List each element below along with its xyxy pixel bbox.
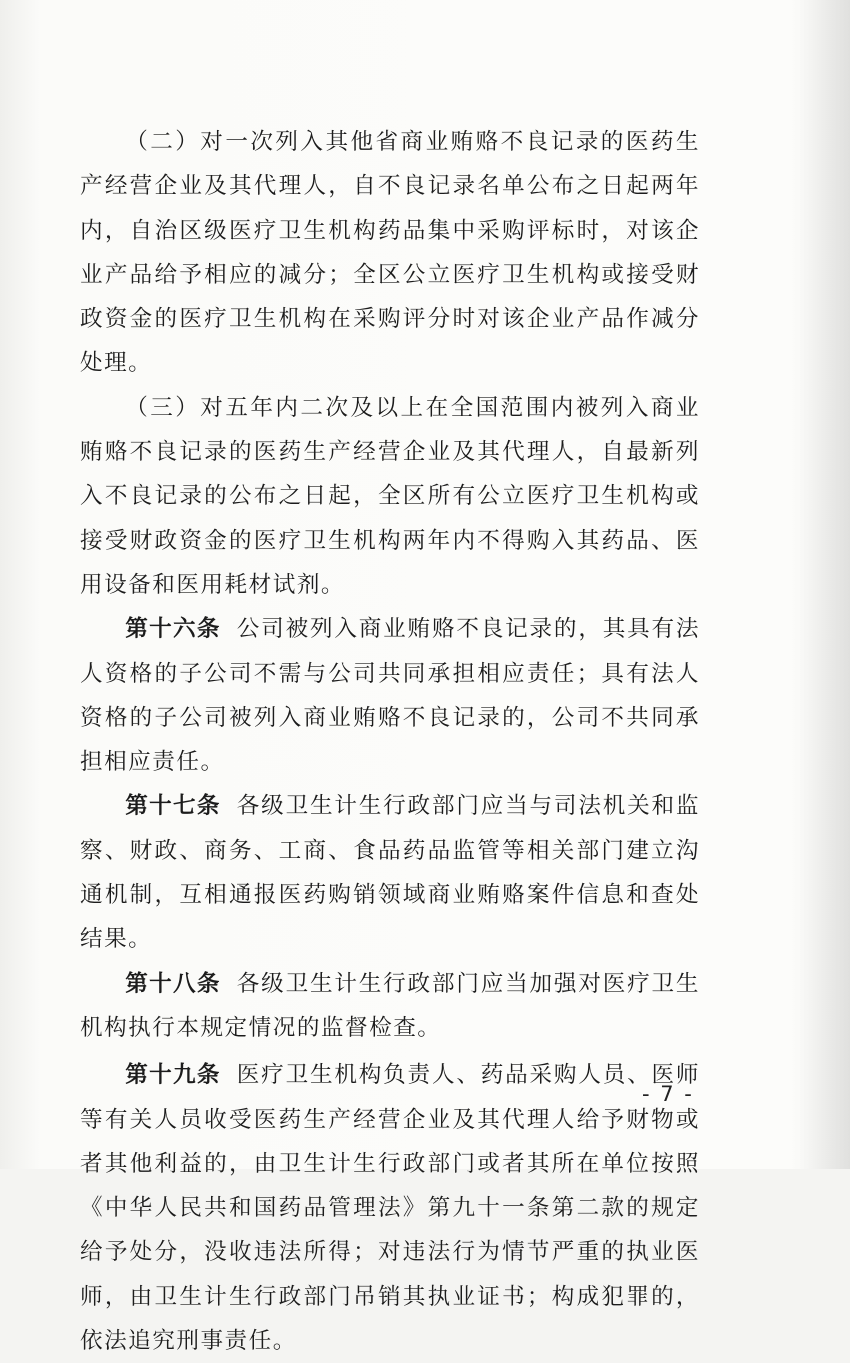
page-edge-shadow <box>798 0 850 1169</box>
article-19-paragraph <box>80 1053 700 1363</box>
article-17-text: 各级卫生计生行政部门应当与司法机关和监察、财政、商务、工商、食品药品监管等相关部门建立沟通机制，互相通报医药购销领域商业贿赂案件信息和查处结果。 <box>80 793 701 953</box>
page-number: - 7 - <box>642 1082 694 1106</box>
article-16-paragraph <box>80 607 700 784</box>
article-19-text: 医疗卫生机构负责人、药品采购人员、医师等有关人员收受医药生产经营企业及其代理人给予财物或者其他利益的，由卫生计生行政部门或者其所在单位按照《中华人民共和国药品管理法》第九十一条第二款的规定给予处分，没收违法所得；对违法行为情节严重的执业医师，由卫生计生行政部门吊销其执业证书；构成犯罪的，依法追究刑事责任。 <box>80 1062 701 1355</box>
article-17-title: 第十七条 <box>125 793 221 820</box>
article-18-title: 第十八条 <box>125 970 221 997</box>
article-16-title: 第十六条 <box>125 616 221 643</box>
article-19-title: 第十九条 <box>125 1062 221 1089</box>
clause-3-paragraph <box>80 386 700 607</box>
clause-3-text: （三）对五年内二次及以上在全国范围内被列入商业贿赂不良记录的医药生产经营企业及其代理人，自最新列入不良记录的公布之日起，全区所有公立医疗卫生机构或接受财政资金的医疗卫生机构两年内不得购入其药品、医用设备和医用耗材试剂。 <box>80 394 700 598</box>
article-16-text: 公司被列入商业贿赂不良记录的，其具有法人资格的子公司不需与公司共同承担相应责任；具有法人资格的子公司被列入商业贿赂不良记录的，公司不共同承担相应责任。 <box>80 616 701 776</box>
clause-2-paragraph <box>80 120 700 386</box>
clause-2-text: （二）对一次列入其他省商业贿赂不良记录的医药生产经营企业及其代理人，自不良记录名单公布之日起两年内，自治区级医疗卫生机构药品集中采购评标时，对该企业产品给予相应的减分；全区公立医疗卫生机构或接受财政资金的医疗卫生机构在采购评分时对该企业产品作减分处理。 <box>80 129 700 377</box>
article-17-paragraph <box>80 784 700 961</box>
document-body <box>80 120 700 1363</box>
article-18-paragraph <box>80 962 700 1051</box>
article-18-text: 各级卫生计生行政部门应当加强对医疗卫生机构执行本规定情况的监督检查。 <box>80 970 701 1041</box>
